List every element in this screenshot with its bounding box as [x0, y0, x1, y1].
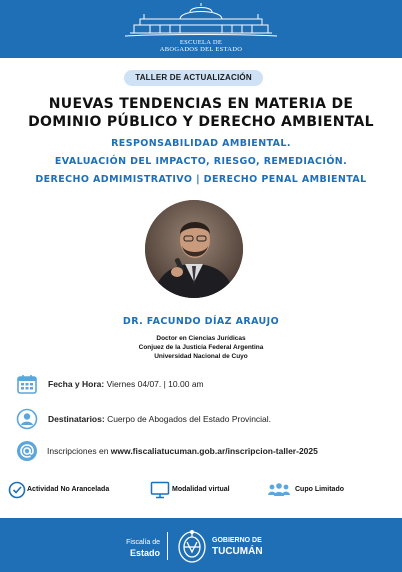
title-line1: NUEVAS TENDENCIAS EN MATERIA DE [48, 96, 354, 112]
logo-text-line1: ESCUELA DE [179, 39, 223, 46]
gobierno-line1: GOBIERNO DE [212, 537, 262, 544]
speaker-name: DR. FACUNDO DÍAZ ARAUJO [122, 316, 280, 327]
footer-divider [167, 532, 168, 560]
event-type-badge: TALLER DE ACTUALIZACIÓN [124, 70, 263, 86]
building-icon [120, 3, 282, 39]
feature-label: Modalidad virtual [172, 486, 230, 493]
at-sign-icon [16, 440, 38, 462]
check-circle-icon [7, 480, 27, 500]
speaker-credential: Doctor en Ciencias Jurídicas [156, 335, 246, 342]
fiscalia-line1: Fiscalía de [126, 539, 160, 546]
header-banner [0, 0, 402, 58]
registration-row [0, 440, 402, 462]
speaker-credential: Universidad Nacional de Cuyo [154, 353, 248, 360]
coat-of-arms-icon [176, 528, 208, 564]
subtitle-line1: RESPONSABILIDAD AMBIENTAL. [111, 138, 291, 149]
date-row [0, 373, 402, 395]
feature-label: Cupo Limitado [295, 486, 344, 493]
registration-url[interactable]: www.fiscaliatucuman.gob.ar/inscripcion-taller-2025 [110, 446, 318, 456]
person-icon [16, 408, 38, 430]
calendar-icon [16, 373, 38, 395]
feature-label: Actividad No Arancelada [27, 486, 110, 493]
audience-label: Destinatarios: [48, 414, 105, 424]
people-group-icon [266, 480, 292, 500]
logo-text-line2: ABOGADOS DEL ESTADO [159, 46, 243, 53]
audience-value: Cuerpo de Abogados del Estado Provincial. [107, 414, 272, 424]
fiscalia-line2: Estado [129, 548, 160, 558]
audience-row [0, 408, 402, 430]
footer-banner [0, 518, 402, 572]
speaker-photo [145, 200, 243, 298]
registration-prefix: Inscripciones en [47, 446, 109, 456]
date-value: Viernes 04/07. | 10.00 am [106, 379, 204, 389]
date-label: Fecha y Hora: [48, 379, 105, 389]
monitor-icon [150, 480, 170, 500]
subtitle-line3: DERECHO ADMIMISTRATIVO | DERECHO PENAL AMBIENTAL [35, 174, 367, 185]
title-line2: DOMINIO PÚBLICO Y DERECHO AMBIENTAL [28, 114, 374, 130]
speaker-credential: Conjuez de la Justicia Federal Argentina [138, 344, 264, 351]
escuela-logo [120, 3, 282, 55]
gobierno-line2: TUCUMÁN [212, 546, 263, 557]
subtitle-line2: EVALUACIÓN DEL IMPACTO, RIESGO, REMEDIACIÓN. [54, 156, 348, 167]
